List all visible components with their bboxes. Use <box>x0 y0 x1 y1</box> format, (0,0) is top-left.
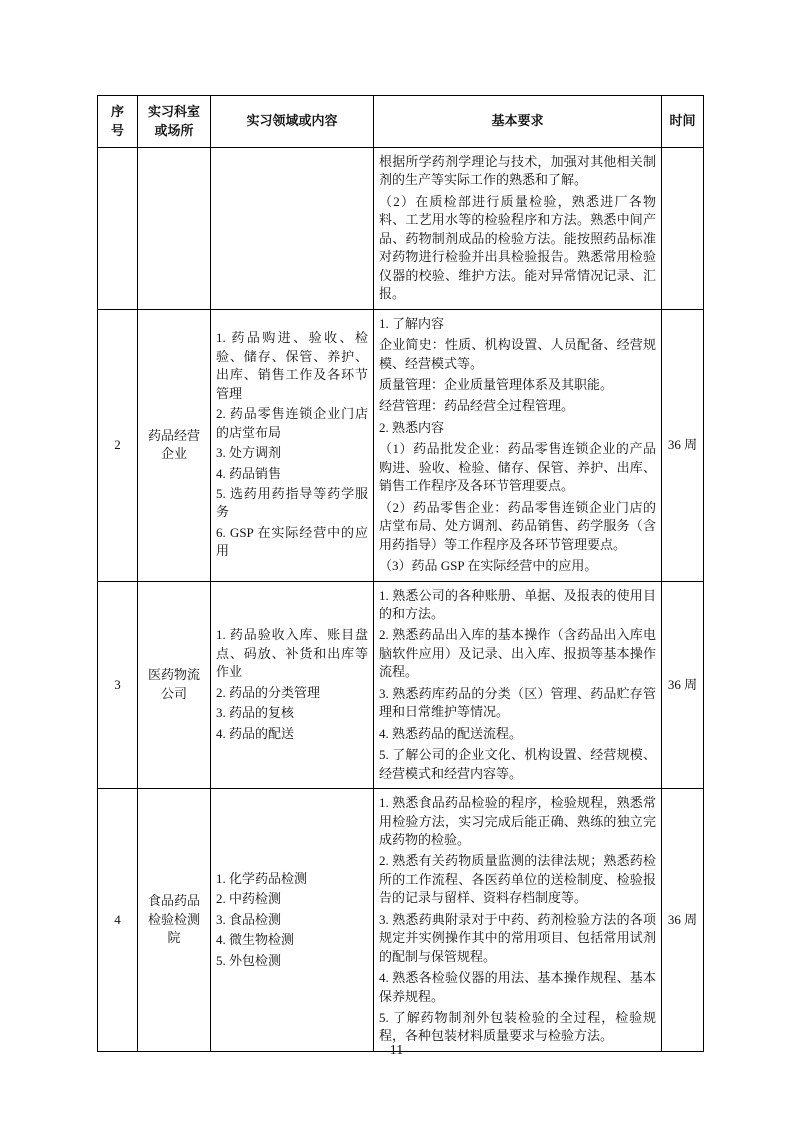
requirement-paragraph: 5. 了解公司的企业文化、机构设置、经营规模、经营模式和经营内容等。 <box>379 747 656 781</box>
header-place <box>138 96 211 148</box>
content-cell <box>211 789 374 1052</box>
requirements-cell <box>374 581 662 789</box>
content-item: 5. 选药用药指导等药学服务 <box>216 485 368 520</box>
header-no <box>98 96 138 148</box>
place-label: 食品药品检验检测院 <box>148 893 201 946</box>
requirements-cell <box>374 309 662 581</box>
time-cell: 36 周 <box>662 789 704 1052</box>
header-place-label: 实习科室或场所 <box>148 104 201 138</box>
table-row <box>98 148 704 310</box>
requirement-paragraph: 根据所学药剂学理论与技术，加强对其他相关制剂的生产等实际工作的熟悉和了解。 <box>379 154 656 188</box>
header-content: 实习领域或内容 <box>211 96 374 148</box>
table-body <box>98 148 704 1052</box>
place-label: 药品经营企业 <box>148 427 201 462</box>
header-row <box>98 96 704 148</box>
content-item: 4. 药品的配送 <box>216 725 295 741</box>
requirement-paragraph: 企业简史：性质、机构设置、人员配备、经营规模、经营模式等。 <box>379 337 656 371</box>
header-requirements: 基本要求 <box>374 96 662 148</box>
requirements-cell <box>374 789 662 1052</box>
row-number-cell: 4 <box>98 789 138 1052</box>
content-cell <box>211 148 374 310</box>
content-item: 1. 药品购进、验收、检验、储存、保管、养护、出库、销售工作及各环节管理 <box>216 330 368 401</box>
requirement-paragraph: 2. 熟悉内容 <box>379 419 445 435</box>
requirement-paragraph: （2）在质检部进行质量检验，熟悉进厂各物料、工艺用水等的检验程序和方法。熟悉中间产品、药物制剂成品的检验方法。能按照药品标准对药物进行检验并出具检验报告。熟悉常用检验仪器的校验、维护方法。能对异常情况记录、汇报。 <box>379 193 656 302</box>
row-number-cell: 3 <box>98 581 138 789</box>
requirement-paragraph: 2. 熟悉有关药物质量监测的法律法规；熟悉药检所的工作流程、各医药单位的送检制度、检验报告的记录与留样、资料存档制度等。 <box>379 853 656 906</box>
requirement-paragraph: （3）药品 GSP 在实际经营中的应用。 <box>379 558 598 574</box>
content-cell <box>211 581 374 789</box>
content-item: 2. 药品零售连锁企业门店的店堂布局 <box>216 406 368 440</box>
requirement-paragraph: 4. 熟悉药品的配送流程。 <box>379 725 523 741</box>
content-cell <box>211 309 374 581</box>
requirement-paragraph: 3. 熟悉药库药品的分类（区）管理、药品贮存管理和日常维护等情况。 <box>379 685 656 720</box>
requirement-paragraph: （1）药品批发企业：药品零售连锁企业的产品购进、验收、检验、储存、保管、养护、出库、销售工作程序及各环节管理要点。 <box>379 441 656 494</box>
requirement-paragraph: 2. 熟悉药品出入库的基本操作（含药品出入库电脑软件应用）及记录、出入库、报损等基本操作流程。 <box>379 627 656 680</box>
requirements-cell <box>374 148 662 310</box>
header-no-label: 序号 <box>110 104 124 138</box>
internship-table <box>97 95 704 1052</box>
table-row <box>98 789 704 1052</box>
requirement-paragraph: 4. 熟悉各检验仪器的用法、基本操作规程、基本保养规程。 <box>379 970 656 1004</box>
requirement-paragraph: （2）药品零售企业：药品零售连锁企业门店的店堂布局、处方调剂、药品销售、药学服务（含用药指导）等工作程序及各环节管理要点。 <box>379 499 656 552</box>
requirement-paragraph: 1. 熟悉公司的各种账册、单据、及报表的使用目的和方法。 <box>379 587 656 621</box>
table-row <box>98 309 704 581</box>
content-item: 1. 药品验收入库、账目盘点、码放、补货和出库等作业 <box>216 627 368 680</box>
place-cell <box>138 309 211 581</box>
requirement-paragraph: 5. 了解药物制剂外包装检验的全过程，检验规程，各种包装材料质量要求与检验方法。 <box>379 1010 656 1044</box>
row-number-cell <box>98 148 138 310</box>
place-label: 医药物流公司 <box>148 667 201 701</box>
place-cell <box>138 581 211 789</box>
content-item: 2. 药品的分类管理 <box>216 684 321 700</box>
requirement-paragraph: 质量管理：企业质量管理体系及其职能。 <box>379 376 614 392</box>
header-time: 时间 <box>662 96 704 148</box>
requirement-paragraph: 1. 了解内容 <box>379 315 445 331</box>
content-item: 3. 药品的复核 <box>216 705 295 721</box>
place-cell <box>138 789 211 1052</box>
content-item: 3. 食品检测 <box>216 911 282 927</box>
content-item: 1. 化学药品检测 <box>216 870 308 886</box>
time-cell <box>662 148 704 310</box>
content-item: 3. 处方调剂 <box>216 445 282 461</box>
time-cell: 36 周 <box>662 581 704 789</box>
content-item: 6. GSP 在实际经营中的应用 <box>216 524 368 559</box>
place-cell <box>138 148 211 310</box>
requirement-paragraph: 1. 熟悉食品药品检验的程序，检验规程，熟悉常用检验方法，实习完成后能正确、熟练的独立完成药物的检验。 <box>379 795 656 847</box>
requirement-paragraph: 3. 熟悉药典附录对于中药、药剂检验方法的各项规定并实例操作其中的常用项目、包括常用试剂的配制与保管规程。 <box>379 911 656 964</box>
content-item: 4. 微生物检测 <box>216 932 295 948</box>
row-number-cell: 2 <box>98 309 138 581</box>
content-item: 2. 中药检测 <box>216 891 282 907</box>
content-item: 4. 药品销售 <box>216 465 282 481</box>
page-number: 11 <box>389 1043 404 1058</box>
content-item: 5. 外包检测 <box>216 952 282 968</box>
requirement-paragraph: 经营管理：药品经营全过程管理。 <box>379 398 575 414</box>
time-cell: 36 周 <box>662 309 704 581</box>
table-row <box>98 581 704 789</box>
